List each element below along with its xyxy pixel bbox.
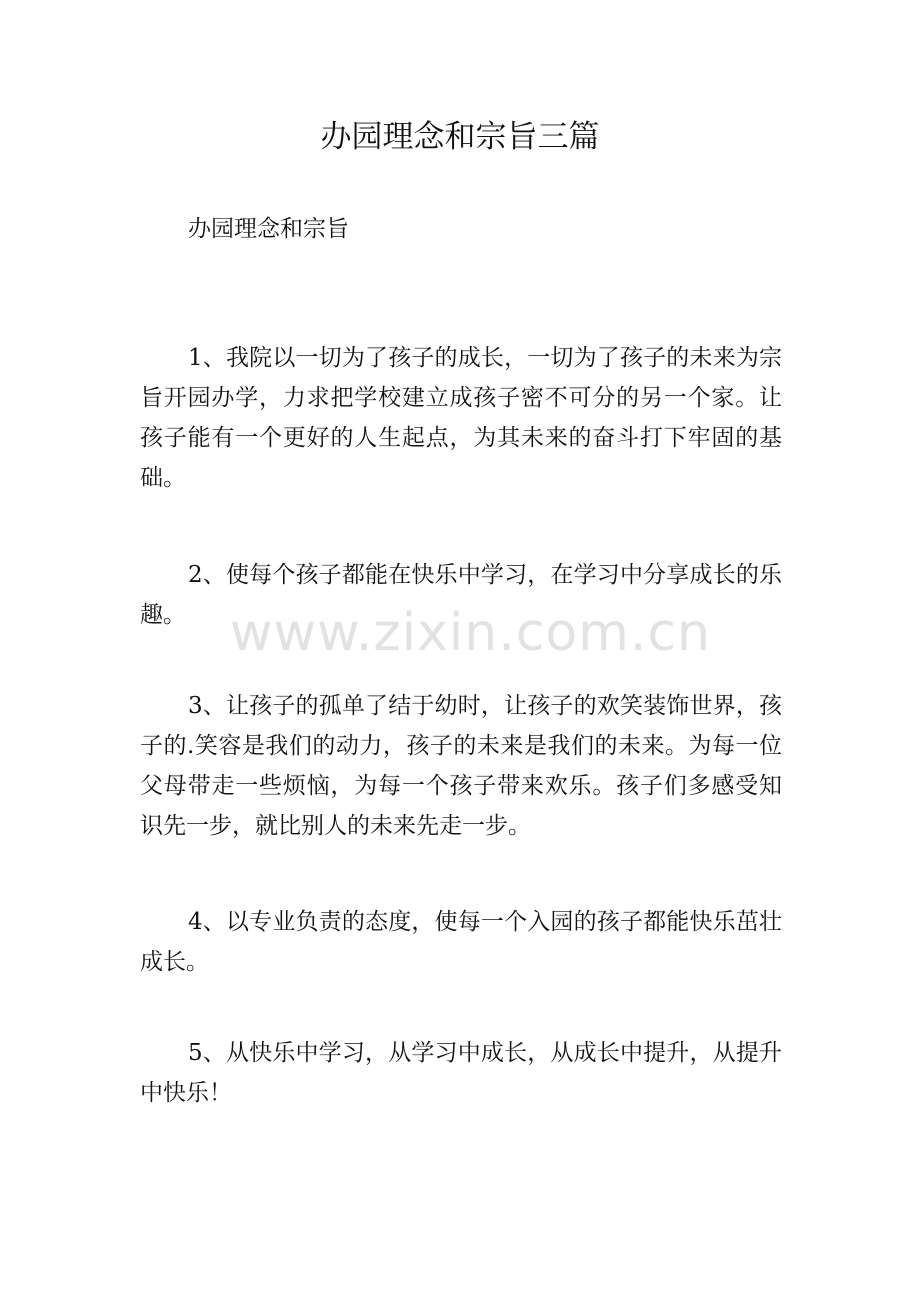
paragraph-4: 4、以专业负责的态度，使每一个入园的孩子都能快乐茁壮成长。 xyxy=(140,909,782,975)
watermark-text: www.zixin.com.cn xyxy=(230,603,711,663)
paragraph-2: 2、使每个孩子都能在快乐中学习，在学习中分享成长的乐趣。 xyxy=(140,562,782,628)
paragraph-1: 1、我院以一切为了孩子的成长，一切为了孩子的未来为宗旨开园办学，力求把学校建立成孩子密不可分的另一个家。让孩子能有一个更好的人生起点，为其未来的奋斗打下牢固的基础。 xyxy=(140,345,782,491)
document-title: 办园理念和宗旨三篇 xyxy=(320,119,600,155)
paragraph-5: 5、从快乐中学习，从学习中成长，从成长中提升，从提升中快乐！ xyxy=(140,1040,782,1106)
section-heading: 办园理念和宗旨 xyxy=(188,216,349,242)
paragraph-3: 3、让孩子的孤单了结于幼时，让孩子的欢笑装饰世界，孩子的.笑容是我们的动力，孩子的未来是我们的未来。为每一位父母带走一些烦恼，为每一个孩子带来欢乐。孩子们多感受知识先一步，就比别人的未来先走一步。 xyxy=(140,693,782,839)
